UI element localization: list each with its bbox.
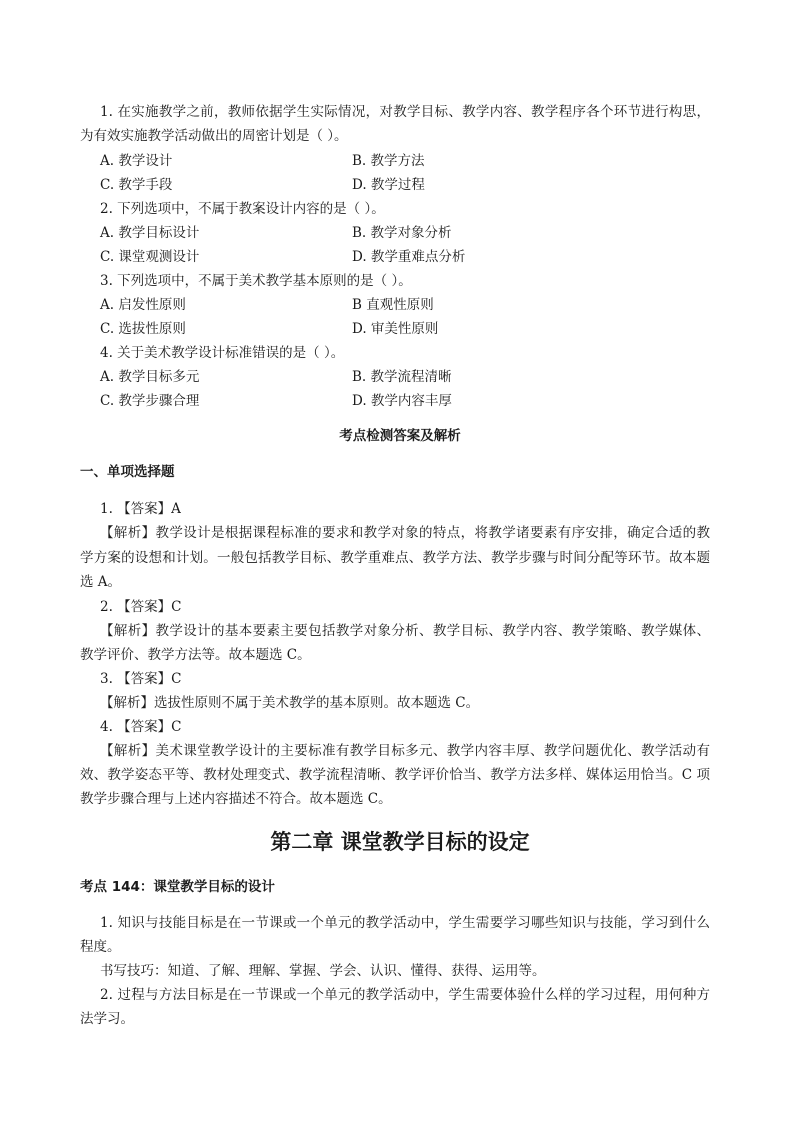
analysis-1-line1: 【解析】教学设计是根据课程标准的要求和教学对象的特点，将教学诸要素有序安排，确定合适的教	[100, 525, 710, 541]
question-1-option-c: C. 教学手段	[100, 177, 173, 193]
question-4-option-d: D. 教学内容丰厚	[352, 393, 452, 409]
answer-1: 1. 【答案】A	[100, 501, 181, 517]
analysis-2-line2: 教学评价、教学方法等。故本题选 C。	[80, 647, 311, 663]
question-3-option-b: B 直观性原则	[352, 297, 434, 313]
writing-tips: 书写技巧：知道、了解、理解、掌握、学会、认识、懂得、获得、运用等。	[100, 963, 546, 979]
analysis-4-line2: 效、教学姿态平等、教材处理变式、教学流程清晰、教学评价恰当、教学方法多样、媒体运用恰当。C 项	[80, 767, 710, 783]
question-3-stem: 3. 下列选项中，不属于美术教学基本原则的是（ ）。	[100, 273, 412, 289]
question-2-stem: 2. 下列选项中，不属于教案设计内容的是（ ）。	[100, 201, 385, 217]
analysis-4-line1: 【解析】美术课堂教学设计的主要标准有教学目标多元、教学内容丰厚、教学问题优化、教学活动有	[100, 743, 710, 759]
chapter-title: 第二章 课堂教学目标的设定	[270, 830, 530, 854]
question-4-option-a: A. 教学目标多元	[100, 369, 200, 385]
question-2-option-c: C. 课堂观测设计	[100, 249, 200, 265]
answers-section-title: 考点检测答案及解析	[339, 428, 461, 444]
analysis-3-line1: 【解析】选拔性原则不属于美术教学的基本原则。故本题选 C。	[100, 695, 480, 711]
chapter-paragraph-2-line2: 法学习。	[80, 1011, 134, 1027]
question-2-option-b: B. 教学对象分析	[352, 225, 452, 241]
analysis-1-line2: 学方案的设想和计划。一般包括教学目标、教学重难点、教学方法、教学步骤与时间分配等环节。故本题	[80, 550, 710, 566]
question-4-option-c: C. 教学步骤合理	[100, 393, 200, 409]
question-1-option-b: B. 教学方法	[352, 153, 425, 169]
question-1-stem-line2: 为有效实施教学活动做出的周密计划是（ ）。	[80, 128, 348, 144]
question-3-option-d: D. 审美性原则	[352, 321, 439, 337]
chapter-paragraph-2-line1: 2. 过程与方法目标是在一节课或一个单元的教学活动中，学生需要体验什么样的学习过程，用何种方	[100, 987, 710, 1003]
question-2-option-a: A. 教学目标设计	[100, 225, 200, 241]
analysis-1-line3: 选 A。	[80, 574, 122, 590]
question-3-option-a: A. 启发性原则	[100, 297, 186, 313]
answer-4: 4. 【答案】C	[100, 719, 182, 735]
answer-3: 3. 【答案】C	[100, 671, 182, 687]
answer-2: 2. 【答案】C	[100, 599, 182, 615]
question-1-option-d: D. 教学过程	[352, 177, 425, 193]
answers-section-subtitle: 一、单项选择题	[80, 464, 175, 480]
question-1-option-a: A. 教学设计	[100, 153, 173, 169]
question-1-stem-line1: 1. 在实施教学之前，教师依据学生实际情况，对教学目标、教学内容、教学程序各个环节进行构思，	[100, 104, 710, 120]
analysis-2-line1: 【解析】教学设计的基本要素主要包括教学对象分析、教学目标、教学内容、教学策略、教学媒体、	[100, 623, 710, 639]
question-4-stem: 4. 关于美术教学设计标准错误的是（ ）。	[100, 345, 345, 361]
question-3-option-c: C. 选拔性原则	[100, 321, 186, 337]
question-2-option-d: D. 教学重难点分析	[352, 249, 466, 265]
chapter-paragraph-1-line2: 程度。	[80, 939, 121, 955]
chapter-paragraph-1-line1: 1. 知识与技能目标是在一节课或一个单元的教学活动中，学生需要学习哪些知识与技能，学习到什么	[100, 915, 710, 931]
section-heading: 考点 144：课堂教学目标的设计	[80, 879, 275, 895]
question-4-option-b: B. 教学流程清晰	[352, 369, 452, 385]
analysis-4-line3: 教学步骤合理与上述内容描述不符合。故本题选 C。	[80, 791, 392, 807]
